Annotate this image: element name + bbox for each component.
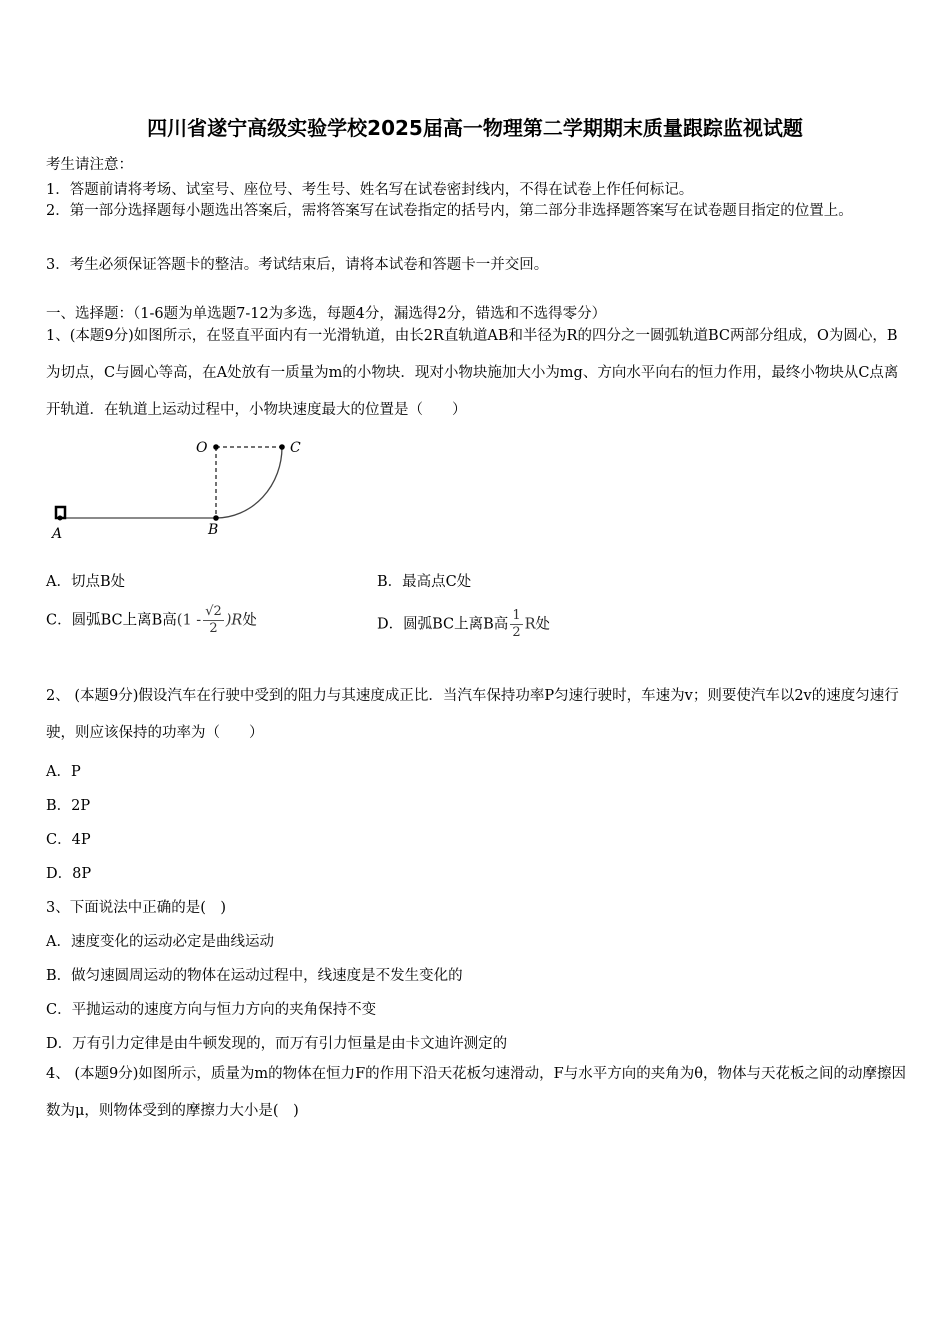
q3-option-c: C．平抛运动的速度方向与恒力方向的夹角保持不变 — [46, 1002, 377, 1018]
q1-option-b: B．最高点C处 — [377, 574, 472, 590]
point-b — [213, 515, 219, 521]
q1-option-d — [377, 608, 550, 641]
q1-option-a: A．切点B处 — [46, 574, 126, 590]
q1-option-c-den: 2 — [209, 621, 218, 636]
page-title: 四川省遂宁高级实验学校2025届高一物理第二学期期末质量跟踪监视试题 — [147, 116, 803, 140]
q1-option-d-num: 1 — [512, 608, 521, 623]
q3-option-a: A．速度变化的运动必定是曲线运动 — [46, 934, 274, 950]
question-3-text: 3、下面说法中正确的是( ) — [46, 900, 227, 916]
arc-track-bc — [216, 447, 282, 518]
section-heading: 一、选择题：（1-6题为单选题7-12为多选，每题4分，漏选得2分，错选和不选得零分） — [46, 306, 607, 322]
q3-option-d: D．万有引力定律是由牛顿发现的，而万有引力恒量是由卡文迪许测定的 — [46, 1036, 508, 1052]
label-a: A — [52, 526, 63, 542]
label-c: C — [290, 440, 301, 456]
label-b: B — [208, 522, 219, 538]
q2-option-b: B．2P — [46, 798, 91, 814]
q1-option-c-num: √2 — [205, 604, 222, 619]
q2-option-a: A．P — [46, 764, 81, 780]
notice-item-2: 2．第一部分选择题每小题选出答案后，需将答案写在试卷指定的括号内，第二部分非选择题答案写在试卷题目指定的位置上。 — [46, 203, 853, 219]
q1-option-c-prefix: C．圆弧BC上离B高 — [46, 612, 177, 629]
question-1-figure — [44, 432, 314, 542]
notice-heading: 考生请注意： — [46, 157, 133, 173]
question-4-text: 4、 (本题9分)如图所示，质量为m的物体在恒力F的作用下沿天花板匀速滑动，F与水平方向的夹角为θ，物体与天花板之间的动摩擦因数为μ，则物体受到的摩擦力大小是( ) — [46, 1066, 906, 1119]
q1-option-d-fraction — [510, 608, 522, 641]
q1-option-d-den: 2 — [512, 625, 521, 640]
question-2-text: 2、 (本题9分)假设汽车在行驶中受到的阻力与其速度成正比．当汽车保持功率P匀速行驶时，车速为v；则要使汽车以2v的速度匀速行驶，则应该保持的功率为（ ） — [46, 688, 899, 741]
notice-item-1: 1．答题前请将考场、试室号、座位号、考生号、姓名写在试卷密封线内，不得在试卷上作任何标记。 — [46, 182, 694, 198]
point-a — [58, 516, 63, 521]
question-1-text: 1、(本题9分)如图所示，在竖直平面内有一光滑轨道，由长2R直轨道AB和半径为R的四分之一圆弧轨道BC两部分组成，O为圆心，B为切点，C与圆心等高，在A处放有一质量为m的小物块．现对小物块施加大小为mg、方向水平向右的恒力作用，最终小物块从C点离开轨道．在轨道上运动过程中，小物块速度最大的位置是（ ） — [46, 328, 899, 418]
q1-option-d-prefix: D．圆弧BC上离B高 — [377, 616, 509, 633]
q2-option-d: D．8P — [46, 866, 92, 882]
q1-option-c — [46, 604, 257, 637]
label-o: O — [196, 440, 208, 456]
q1-option-c-suffix: 处 — [242, 612, 257, 629]
q1-option-c-expr-post: )R — [225, 612, 243, 629]
point-c — [279, 444, 285, 450]
q1-option-c-expr-pre: (1 - — [176, 612, 202, 629]
point-o — [213, 444, 219, 450]
q2-option-c: C．4P — [46, 832, 91, 848]
q3-option-b: B．做匀速圆周运动的物体在运动过程中，线速度是不发生变化的 — [46, 968, 463, 984]
notice-item-3: 3．考生必须保证答题卡的整洁。考试结束后，请将本试卷和答题卡一并交回。 — [46, 257, 549, 273]
q1-option-d-suffix: 处 — [535, 616, 551, 633]
q1-option-d-expr-post: R — [524, 616, 536, 633]
q1-option-c-fraction — [203, 604, 224, 637]
